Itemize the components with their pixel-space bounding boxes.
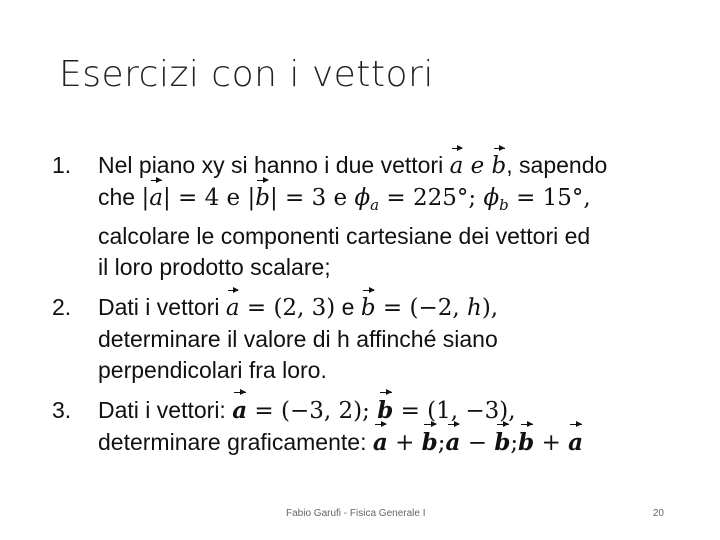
text: = (−2, (375, 295, 467, 321)
abs-bar: | (269, 185, 278, 211)
vector-b: b (494, 429, 511, 456)
text: = 4 e (170, 185, 248, 211)
variable-h: h (467, 295, 482, 321)
text: , sapendo (506, 152, 608, 178)
vector-a: a (226, 293, 240, 324)
exercise-1-line-1 (98, 150, 672, 182)
slide-title: Esercizi con i vettori (59, 54, 434, 95)
exercise-2-line-2: determinare il valore di h affinché siano (98, 326, 498, 352)
text: Dati i vettori (98, 294, 226, 320)
plus-sign: + (387, 430, 422, 456)
exercise-1-line-2 (98, 182, 672, 221)
text: = 225°; (379, 185, 484, 211)
text: = (−3, 2); (247, 398, 378, 424)
text: Nel piano xy si hanno i due vettori (98, 152, 450, 178)
exercise-2-line-3: perpendicolari fra loro. (98, 357, 327, 383)
text: = (1, −3), (393, 398, 516, 424)
subscript-a: a (370, 196, 380, 214)
exercise-3 (52, 395, 672, 459)
text: ), (481, 295, 499, 321)
exercise-number: 1. (52, 152, 72, 178)
abs-bar: | (162, 185, 171, 211)
phi-symbol: ϕ (483, 185, 500, 211)
text: e (335, 294, 361, 320)
exercise-2 (52, 292, 672, 386)
vector-b: b (377, 397, 394, 424)
text: = (2, 3) (239, 295, 336, 321)
vector-a: a (568, 429, 584, 456)
footer-author: Fabio Garufi - Fisica Generale I (286, 508, 426, 519)
vector-a: a (149, 183, 163, 214)
vector-a: a (232, 397, 248, 424)
exercise-3-line-2 (98, 427, 672, 459)
vector-b: b (518, 429, 535, 456)
text: = 3 e (277, 185, 355, 211)
vector-a: a (372, 429, 388, 456)
plus-sign: + (534, 430, 569, 456)
text: che (98, 184, 142, 210)
exercise-2-line-1 (98, 292, 672, 324)
exercise-1 (52, 150, 672, 283)
minus-sign: − (460, 430, 495, 456)
exercise-1-line-3: calcolare le componenti cartesiane dei vettori ed (98, 223, 591, 249)
exercise-1-line-4: il loro prodotto scalare; (98, 254, 331, 280)
text: e (463, 153, 492, 179)
page-number: 20 (652, 508, 664, 519)
semicolon: ; (437, 430, 446, 456)
abs-bar: | (247, 185, 256, 211)
exercise-number: 2. (52, 294, 72, 320)
semicolon: ; (510, 430, 519, 456)
vector-b: b (255, 183, 270, 214)
exercise-number: 3. (52, 397, 72, 423)
exercise-list (52, 150, 672, 459)
text: determinare graficamente: (98, 429, 373, 455)
text: = 15°, (508, 185, 591, 211)
subscript-b: b (499, 196, 509, 214)
phi-symbol: ϕ (354, 185, 371, 211)
vector-b: b (361, 293, 376, 324)
vector-b: b (492, 151, 507, 182)
abs-bar: | (141, 185, 150, 211)
vector-a: a (445, 429, 461, 456)
vector-b: b (421, 429, 438, 456)
text: Dati i vettori: (98, 397, 233, 423)
vector-a: a (450, 151, 464, 182)
